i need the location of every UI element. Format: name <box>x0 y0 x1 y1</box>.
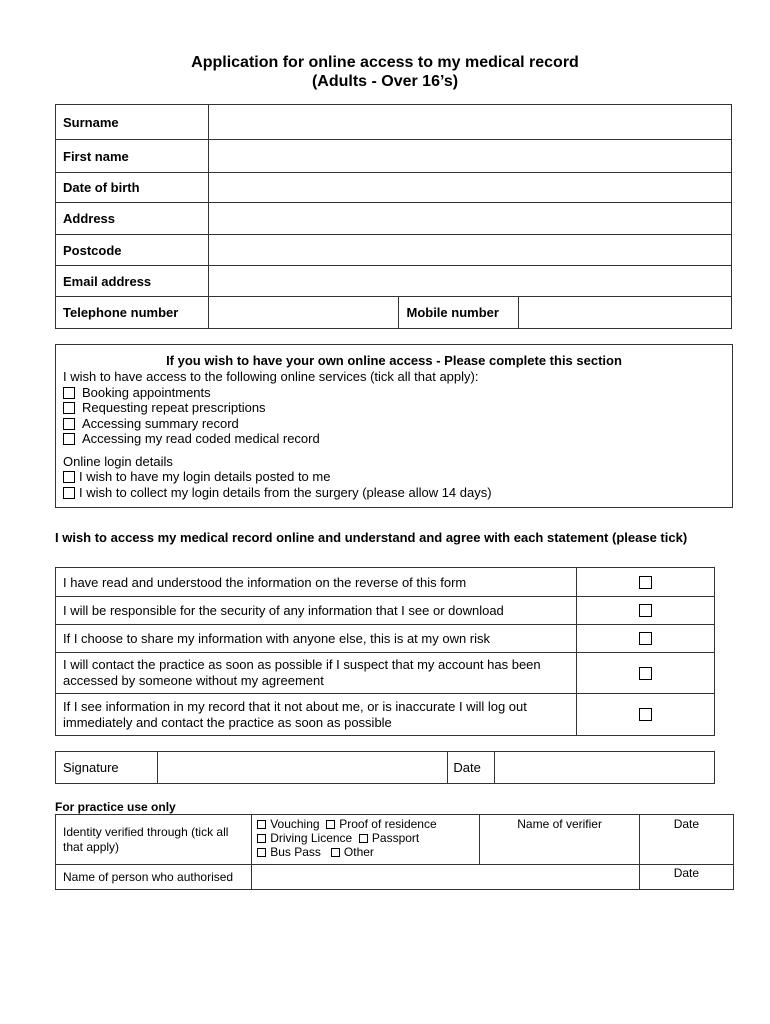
service-item[interactable]: Accessing summary record <box>63 416 732 432</box>
signature-label: Signature <box>56 752 158 784</box>
checkbox[interactable] <box>257 834 266 843</box>
telephone-field[interactable] <box>208 297 399 329</box>
checkbox[interactable] <box>331 848 340 857</box>
dob-field[interactable] <box>208 173 731 203</box>
checkbox[interactable] <box>63 471 75 483</box>
own-access-section <box>55 344 733 508</box>
statement-text: If I see information in my record that it not about me, or is inaccurate I will log out immediately and contact the practice as soon as possible <box>56 694 577 736</box>
login-option[interactable]: I wish to collect my login details from the surgery (please allow 14 days) <box>63 485 732 501</box>
checkbox[interactable] <box>326 820 335 829</box>
checkbox[interactable] <box>63 402 75 414</box>
statement-tick-cell[interactable] <box>577 625 715 653</box>
first-name-field[interactable] <box>208 140 731 173</box>
statement-text: If I choose to share my information with anyone else, this is at my own risk <box>56 625 577 653</box>
email-field[interactable] <box>208 266 731 297</box>
statement-tick-cell[interactable] <box>577 694 715 736</box>
login-heading: Online login details <box>63 453 173 469</box>
service-item[interactable]: Booking appointments <box>63 385 732 401</box>
authorised-date-label: Date <box>639 865 733 890</box>
checkbox[interactable] <box>257 848 266 857</box>
checkbox[interactable] <box>63 418 75 430</box>
date-label: Date <box>448 752 495 784</box>
mobile-field[interactable] <box>519 297 732 329</box>
id-option[interactable]: Bus Pass <box>257 845 321 859</box>
id-option[interactable]: Other <box>331 845 374 859</box>
verifier-label: Name of verifier <box>480 815 639 865</box>
statement-text: I have read and understood the information on the reverse of this form <box>56 568 577 597</box>
page-subtitle: (Adults - Over 16’s) <box>311 73 459 90</box>
telephone-label: Telephone number <box>56 297 209 329</box>
checkbox[interactable] <box>639 576 652 589</box>
id-option[interactable]: Passport <box>359 831 419 845</box>
statement-tick-cell[interactable] <box>577 653 715 694</box>
service-item[interactable]: Accessing my read coded medical record <box>63 431 732 447</box>
statement-tick-cell[interactable] <box>577 597 715 625</box>
id-options <box>252 815 480 865</box>
address-field[interactable] <box>208 203 731 235</box>
checkbox[interactable] <box>639 604 652 617</box>
date-field[interactable] <box>495 752 715 784</box>
authorised-label: Name of person who authorised <box>56 865 252 890</box>
own-access-heading: If you wish to have your own online access - Please complete this section <box>166 353 622 368</box>
id-option[interactable]: Driving Licence <box>257 831 352 845</box>
checkbox[interactable] <box>639 708 652 721</box>
login-option[interactable]: I wish to have my login details posted to me <box>63 469 732 485</box>
personal-details-table <box>55 104 732 329</box>
services-intro: I wish to have access to the following online services (tick all that apply): <box>63 369 479 384</box>
authorised-field[interactable] <box>252 865 640 890</box>
statement-tick-cell[interactable] <box>577 568 715 597</box>
page-title: Application for online access to my medical record <box>191 54 579 71</box>
address-label: Address <box>56 203 209 235</box>
first-name-label: First name <box>56 140 209 173</box>
id-option[interactable]: Proof of residence <box>326 817 436 831</box>
checkbox[interactable] <box>63 387 75 399</box>
postcode-label: Postcode <box>56 235 209 266</box>
agreement-heading: I wish to access my medical record online and understand and agree with each statement (please tick) <box>55 530 688 545</box>
checkbox[interactable] <box>359 834 368 843</box>
dob-label: Date of birth <box>56 173 209 203</box>
statement-text: I will contact the practice as soon as possible if I suspect that my account has been accessed by someone without my agreement <box>56 653 577 694</box>
email-label: Email address <box>56 266 209 297</box>
id-option[interactable]: Vouching <box>257 817 319 831</box>
surname-field[interactable] <box>208 105 731 140</box>
checkbox[interactable] <box>639 667 652 680</box>
practice-heading: For practice use only <box>55 800 176 814</box>
checkbox[interactable] <box>257 820 266 829</box>
checkbox[interactable] <box>63 487 75 499</box>
checkbox[interactable] <box>63 433 75 445</box>
verifier-date-label: Date <box>639 815 733 865</box>
signature-table <box>55 751 715 784</box>
identity-label: Identity verified through (tick all that apply) <box>56 815 252 865</box>
surname-label: Surname <box>56 105 209 140</box>
mobile-label: Mobile number <box>399 297 519 329</box>
agreement-table <box>55 567 715 736</box>
service-item[interactable]: Requesting repeat prescriptions <box>63 400 732 416</box>
postcode-field[interactable] <box>208 235 731 266</box>
statement-text: I will be responsible for the security of any information that I see or download <box>56 597 577 625</box>
signature-field[interactable] <box>157 752 447 784</box>
practice-table <box>55 814 734 890</box>
checkbox[interactable] <box>639 632 652 645</box>
